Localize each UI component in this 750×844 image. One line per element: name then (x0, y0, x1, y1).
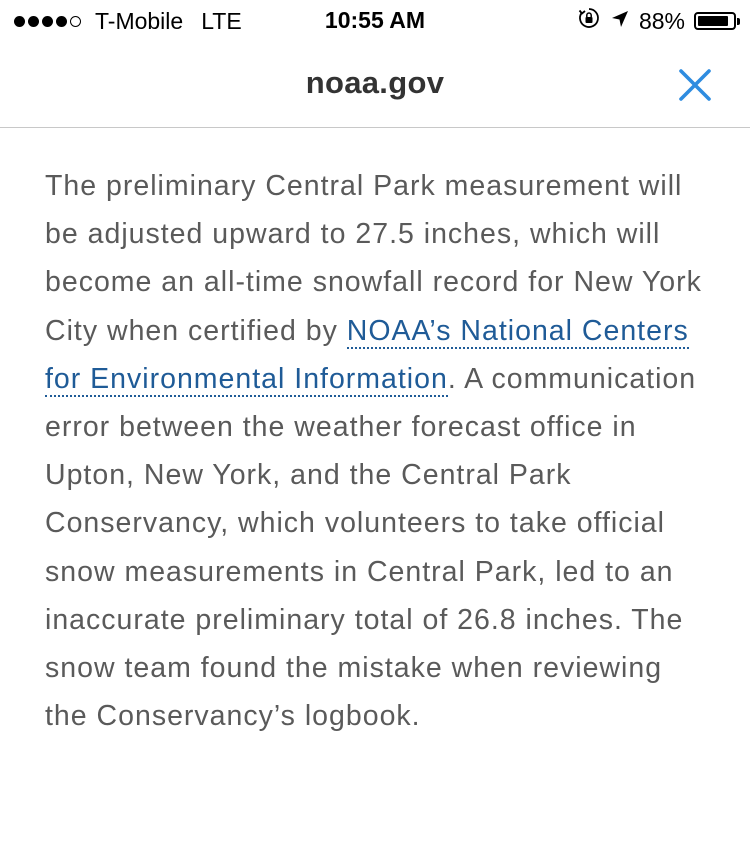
close-icon (678, 68, 712, 102)
network-type: LTE (201, 8, 242, 34)
location-arrow-icon (610, 8, 630, 35)
battery-percent: 88% (638, 7, 685, 34)
close-button[interactable] (670, 60, 720, 110)
paragraph-text-after-link: . A communication error between the weather forecast office in Upton, New York, and the Central Park Conservancy, which volunteers to take official snow measurements in Central Park, led to an inaccurate preliminary total of 26.8 inches. The snow team found the mistake when reviewing the Conservancy’s logbook. (45, 362, 697, 733)
article-body (45, 162, 705, 740)
nav-header (0, 40, 750, 128)
battery-icon (694, 12, 736, 30)
article-paragraph (45, 162, 705, 740)
paragraph-text-before-link: The preliminary Central Park measurement will be adjusted upward to 27.5 inches, which will become an all-time snowfall record for New York City when certified by (45, 170, 702, 347)
carrier-name: T-Mobile (95, 8, 184, 34)
rotation-lock-icon (577, 6, 601, 36)
battery-level (698, 16, 728, 26)
page-domain-title: noaa.gov (305, 65, 445, 100)
ncei-link[interactable]: NOAA’s National Centers for Environmental Information (45, 314, 689, 395)
status-time: 10:55 AM (324, 7, 426, 33)
status-bar (0, 0, 750, 40)
status-right (577, 6, 736, 36)
